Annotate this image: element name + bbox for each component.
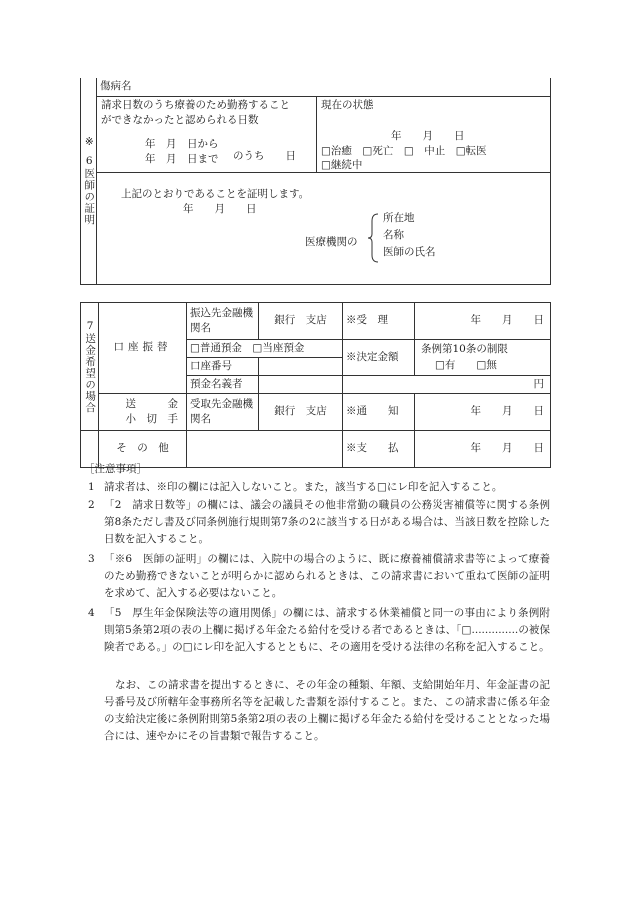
account-holder-label: 預金名義者: [190, 377, 243, 390]
certification-cell: [97, 173, 551, 285]
status-date: 年 月 日: [391, 130, 465, 142]
account-holder-field[interactable]: [259, 376, 343, 394]
receive-bank-branch: 銀行 支店: [274, 405, 327, 418]
receive-bank-label-cell: [187, 394, 259, 431]
leave-days-label-2: ができなかったと認められる日数: [101, 114, 259, 126]
facility-address-label: 所在地: [383, 212, 415, 224]
receipt-label-cell: [343, 303, 415, 340]
transfer-bank-branch: 銀行 支店: [274, 314, 327, 327]
leave-days-label-1: 請求日数のうち療養のため勤務すること: [101, 99, 290, 111]
note-num: 4: [88, 607, 95, 619]
notice-label: ※通 知: [346, 405, 399, 418]
account-transfer-cell: [99, 303, 187, 394]
notice-date-cell: [415, 394, 551, 431]
facility-brace-icon: [367, 213, 379, 263]
note-num: 1: [88, 481, 95, 493]
sec7-side-label-cell: [81, 303, 99, 431]
note-text: 請求者は、※印の欄には記入しないこと。また，該当する□にレ印を記入すること。: [104, 481, 503, 493]
account-number-label: 口座番号: [190, 359, 232, 372]
disease-name-label: 傷病名: [100, 80, 132, 93]
art10-limit-options: □有 □無: [435, 358, 497, 371]
payment-label: ※支 払: [346, 442, 399, 455]
sec6-side-label: 6医師の証明: [83, 155, 96, 226]
sec6-side-mark: ※: [83, 136, 96, 150]
note-num: 2: [88, 499, 95, 511]
certification-date: 年 月 日: [183, 203, 257, 215]
doctor-name-label: 医師の氏名: [383, 246, 436, 258]
art10-limit-label: 条例第10条の制限: [421, 343, 508, 356]
note-text: 「5 厚生年金保険法等の適用関係」の欄には、請求する休業補償と同一の事由により条例附則第5条第2項の表の上欄に掲げる年金たる給付を受ける者であるときは、「□..............の被保険者である。」の□にレ印を記入するとともに、その適用を受ける法律の名称を記入すること。: [104, 607, 550, 653]
receive-bank-cell[interactable]: [259, 394, 343, 431]
money-order-cell: [99, 394, 187, 431]
amount-yen-unit: 円: [533, 377, 544, 390]
disease-name-cell[interactable]: [97, 78, 551, 97]
facility-label: 医療機関の: [305, 236, 358, 248]
leave-to-date: 年 月 日まで: [145, 153, 219, 165]
sec7-side-label: 7送金希望の場合: [84, 319, 97, 414]
notice-label-cell: [343, 394, 415, 431]
account-number-label-cell: [187, 358, 259, 376]
note-text: 「2 請求日数等」の欄には、議会の議員その他非常勤の職員の公務災害補償等に関する条例第8条ただし書及び同条例施行規則第7条の2に該当する日がある場合は、当該日数を控除した日数を記入すること。: [104, 499, 550, 545]
facility-name-label: 名称: [383, 229, 404, 241]
art10-limit-cell: [415, 340, 551, 376]
money-order-label-1: 送 金: [125, 397, 178, 410]
decision-amount-label-cell: [343, 340, 415, 376]
account-transfer-label: 口座振替: [113, 341, 172, 354]
account-type-cell[interactable]: [187, 340, 343, 358]
receipt-label: ※受 理: [346, 314, 388, 327]
payment-date: 年 月 日: [470, 442, 544, 455]
leave-days-cell[interactable]: [97, 97, 317, 173]
note-num: 3: [88, 553, 95, 565]
transfer-bank-label-cell: [187, 303, 259, 340]
decision-amount-label: ※決定金額: [346, 350, 399, 363]
leave-from-date: 年 月 日から: [145, 138, 219, 150]
transfer-bank-label: 振込先金融機関名: [190, 306, 253, 334]
account-number-field[interactable]: [259, 358, 343, 376]
other-label: そ の 他: [116, 442, 169, 455]
leave-total-days: のうち 日: [233, 150, 296, 162]
account-holder-label-cell: [187, 376, 259, 394]
notice-date: 年 月 日: [470, 405, 544, 418]
receive-bank-label: 受取先金融機関名: [190, 397, 253, 425]
amount-yen-cell: [343, 376, 551, 394]
current-status-cell[interactable]: [317, 97, 551, 173]
sec6-side-label-cell: [81, 78, 97, 285]
current-status-label: 現在の状態: [321, 99, 374, 111]
receipt-date-cell: [415, 303, 551, 340]
status-options[interactable]: □治癒 □死亡 □ 中止 □転医: [321, 145, 487, 157]
remittance-table: [80, 302, 551, 468]
receipt-date: 年 月 日: [470, 314, 544, 327]
certification-text: 上記のとおりであることを証明します。: [121, 188, 310, 200]
transfer-bank-cell[interactable]: [259, 303, 343, 340]
account-type-options[interactable]: □普通預金 □当座預金: [190, 341, 305, 354]
status-option-continuing[interactable]: □継続中: [321, 159, 363, 171]
note-text: 「※6 医師の証明」の欄には、入院中の場合のように、既に療養補償請求書等によって療養のため勤務できないことが明らかに認められるときは、この請求書において重ねて医師の証明を求めて、記入する必要はないこと。: [104, 553, 550, 599]
doctor-certification-table: [80, 78, 551, 285]
money-order-label-2: 小 切 手: [125, 413, 178, 425]
notes-closing: なお、この請求書を提出するときに、その年金の種類、年額、支給開始年月、年金証書の記号番号及び所轄年金事務所名等を記載した書類を添付すること。また、この請求書に係る年金の支給決定後に条例附則第5条第2項の表の上欄に掲げる年金たる給付を受けることとなった場合には、速やかにその旨書類で報告すること。: [104, 679, 550, 742]
notes-heading: ［注意事項］: [84, 463, 147, 475]
